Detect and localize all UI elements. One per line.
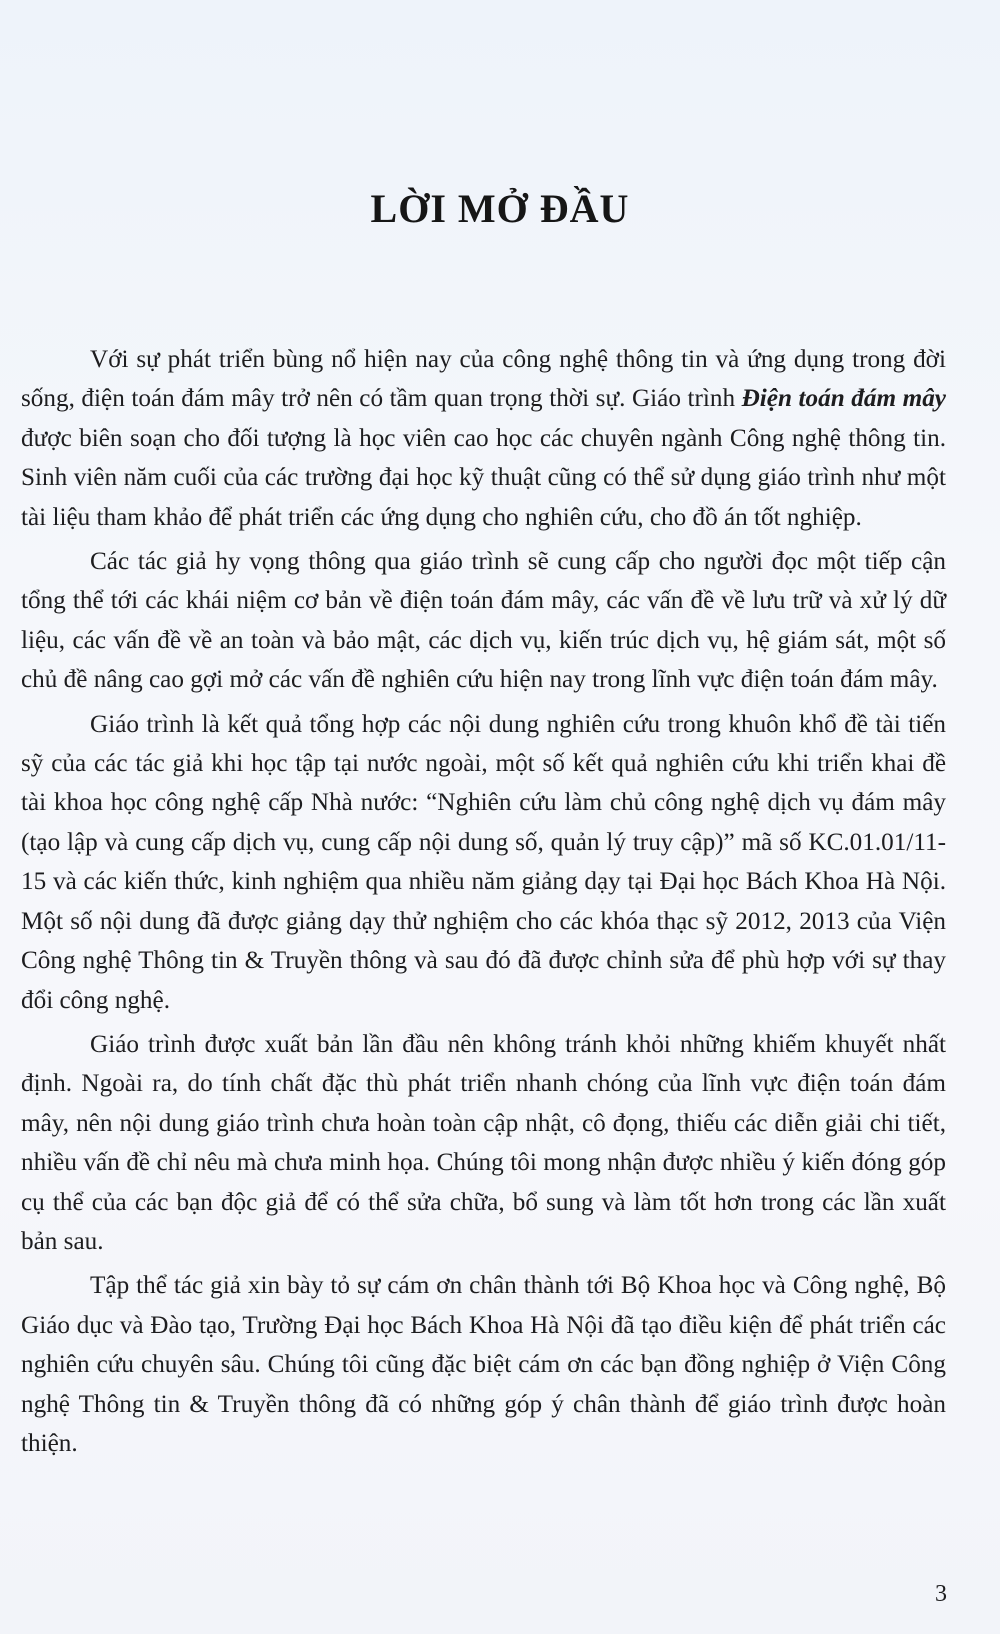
paragraph-1-text-before: Với sự phát triển bùng nổ hiện nay của công nghệ thông tin và ứng dụng trong đời sống, điện toán đám mây trở nên có tầm quan trọng thời sự. Giáo trình (21, 346, 946, 413)
body-text (21, 340, 946, 1468)
page-title: LỜI MỞ ĐẦU (370, 186, 630, 231)
page-number: 3 (935, 1581, 947, 1607)
paragraph-1-text-after: được biên soạn cho đối tượng là học viên cao học các chuyên ngành Công nghệ thông tin. Sinh viên năm cuối của các trường đại học kỹ thuật cũng có thể sử dụng giáo trình như một tài liệu tham khảo để phát triển các ứng dụng cho nghiên cứu, cho đồ án tốt nghiệp. (21, 424, 946, 531)
paragraph-5: Tập thể tác giả xin bày tỏ sự cám ơn chân thành tới Bộ Khoa học và Công nghệ, Bộ Giáo dục và Đào tạo, Trường Đại học Bách Khoa Hà Nội đã tạo điều kiện để phát triển các nghiên cứu chuyên sâu. Chúng tôi cũng đặc biệt cám ơn các bạn đồng nghiệp ở Viện Công nghệ Thông tin & Truyền thông đã có những góp ý chân thành để giáo trình được hoàn thiện. (21, 1272, 946, 1457)
paragraph-2: Các tác giả hy vọng thông qua giáo trình sẽ cung cấp cho người đọc một tiếp cận tổng thể tới các khái niệm cơ bản về điện toán đám mây, các vấn đề về lưu trữ và xử lý dữ liệu, các vấn đề về an toàn và bảo mật, các dịch vụ, kiến trúc dịch vụ, hệ giám sát, một số chủ đề nâng cao gợi mở các vấn đề nghiên cứu hiện nay trong lĩnh vực điện toán đám mây. (21, 548, 946, 694)
paragraph-1 (21, 340, 946, 537)
book-title-emphasis: Điện toán đám mây (741, 385, 946, 413)
paragraph-3: Giáo trình là kết quả tổng hợp các nội dung nghiên cứu trong khuôn khổ đề tài tiến sỹ của các tác giả khi học tập tại nước ngoài, một số kết quả nghiên cứu khi triển khai đề tài khoa học công nghệ cấp Nhà nước: “Nghiên cứu làm chủ công nghệ dịch vụ đám mây (tạo lập và cung cấp dịch vụ, cung cấp nội dung số, quản lý truy cập)” mã số KC.01.01/11-15 và các kiến thức, kinh nghiệm qua nhiều năm giảng dạy tại Đại học Bách Khoa Hà Nội. Một số nội dung đã được giảng dạy thử nghiệm cho các khóa thạc sỹ 2012, 2013 của Viện Công nghệ Thông tin & Truyền thông và sau đó đã được chỉnh sửa để phù hợp với sự thay đổi công nghệ. (21, 710, 946, 1014)
paragraph-4: Giáo trình được xuất bản lần đầu nên không tránh khỏi những khiếm khuyết nhất định. Ngoài ra, do tính chất đặc thù phát triển nhanh chóng của lĩnh vực điện toán đám mây, nên nội dung giáo trình chưa hoàn toàn cập nhật, cô đọng, thiếu các diễn giải chi tiết, nhiều vấn đề chỉ nêu mà chưa minh họa. Chúng tôi mong nhận được nhiều ý kiến đóng góp cụ thể của các bạn độc giả để có thể sửa chữa, bổ sung và làm tốt hơn trong các lần xuất bản sau. (21, 1030, 946, 1255)
